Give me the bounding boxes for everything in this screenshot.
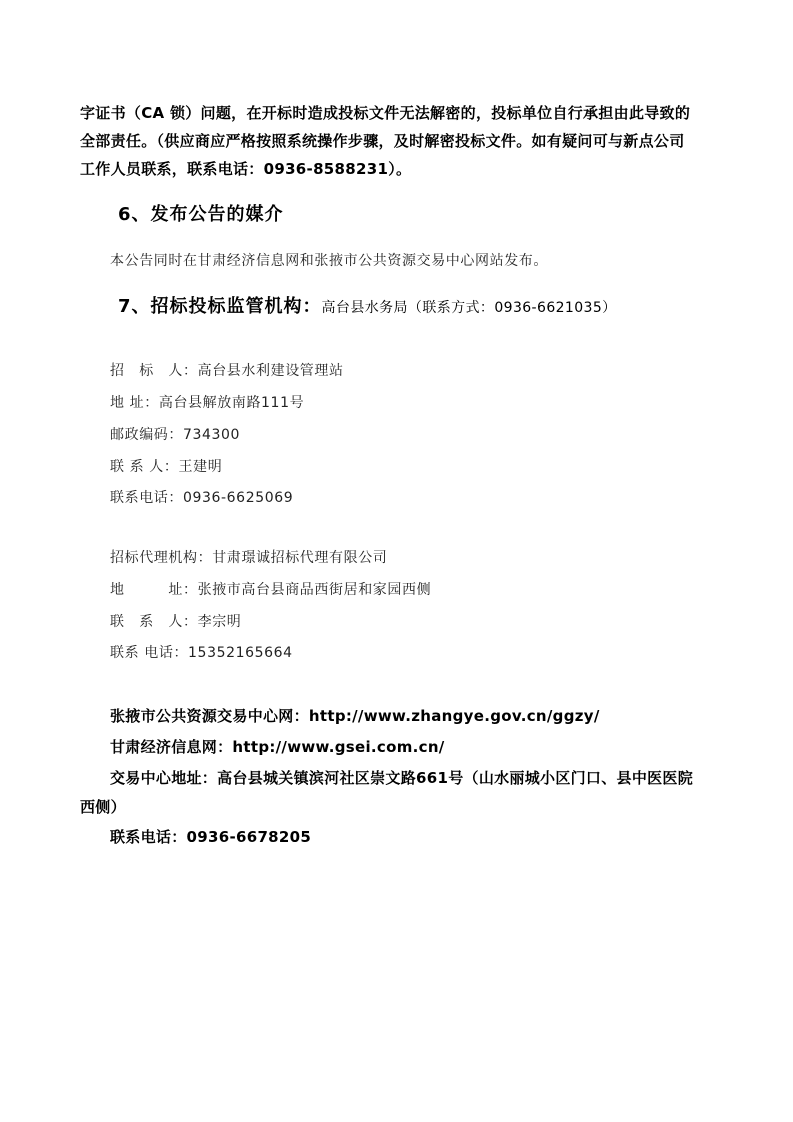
paragraph-line-3: 工作人员联系，联系电话：0936-8588231）。 [80, 160, 412, 178]
trading-center-phone: 联系电话：0936-6678205 [110, 828, 312, 846]
tenderer-phone: 联系电话：0936-6625069 [110, 490, 294, 506]
section-7-heading [118, 292, 617, 318]
section-7-heading-label: 7、招标投标监管机构： [118, 296, 322, 317]
paragraph-line-1: 字证书（CA 锁）问题，在开标时造成投标文件无法解密的，投标单位自行承担由此导致的 [80, 104, 691, 122]
paragraph-line-2: 全部责任。（供应商应严格按照系统操作步骤，及时解密投标文件。如有疑问可与新点公司 [80, 132, 685, 150]
agent-contact: 联 系 人：李宗明 [110, 614, 242, 630]
tenderer-contact: 联 系 人：王建明 [110, 459, 223, 475]
tenderer-address: 地 址：高台县解放南路111号 [110, 395, 305, 411]
agent-phone: 联系 电话：15352165664 [110, 645, 293, 661]
section-7-body: 高台县水务局（联系方式：0936-6621035） [321, 300, 617, 316]
trading-center-address-line-2: 西侧） [80, 798, 126, 816]
section-6-body: 本公告同时在甘肃经济信息网和张掖市公共资源交易中心网站发布。 [110, 253, 548, 269]
agent-address: 地 址：张掖市高台县商品西街居和家园西侧 [110, 582, 432, 598]
agent-name: 招标代理机构：甘肃璟诚招标代理有限公司 [110, 550, 388, 566]
gsei-website: 甘肃经济信息网：http://www.gsei.com.cn/ [110, 738, 445, 756]
tenderer-name: 招 标 人：高台县水利建设管理站 [110, 363, 344, 379]
trading-center-address-line-1: 交易中心地址：高台县城关镇滨河社区崇文路661号（山水丽城小区门口、县中医医院 [110, 769, 694, 787]
section-6-heading: 6、发布公告的媒介 [118, 204, 284, 225]
tenderer-postcode: 邮政编码：734300 [110, 427, 241, 443]
trading-center-website: 张掖市公共资源交易中心网：http://www.zhangye.gov.cn/ggzy/ [110, 707, 600, 725]
